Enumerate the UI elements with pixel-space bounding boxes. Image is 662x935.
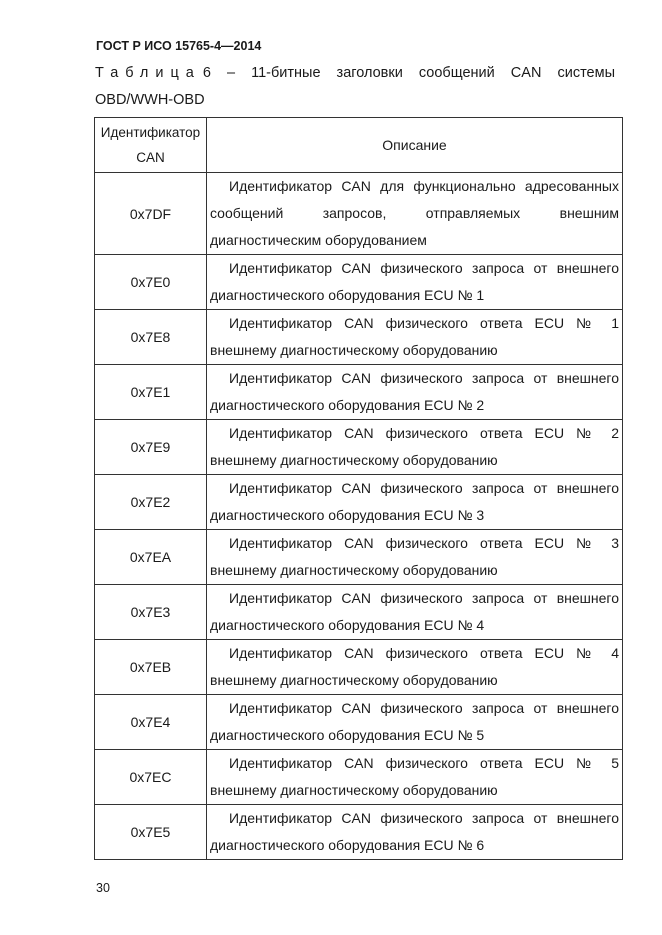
table-body xyxy=(95,173,623,860)
table-row xyxy=(95,640,623,695)
description-cell xyxy=(207,475,623,530)
table-row xyxy=(95,585,623,640)
description-cell xyxy=(207,420,623,475)
table-row xyxy=(95,475,623,530)
column-header-description: Описание xyxy=(207,118,623,173)
description-text: Идентификатор CAN физического ответа ECU № 3 внешнему диагностическому оборудованию xyxy=(210,535,619,578)
description-text: Идентификатор CAN физического запроса от внешнего диагностического оборудования ECU № 5 xyxy=(210,700,619,743)
table-row xyxy=(95,173,623,255)
can-id-cell: 0x7DF xyxy=(95,173,207,255)
table-row xyxy=(95,695,623,750)
description-text: Идентификатор CAN физического запроса от внешнего диагностического оборудования ECU № 6 xyxy=(210,810,619,853)
caption-title: 6 – 11-битные заголовки сообщений CAN системы xyxy=(202,65,615,81)
can-id-cell: 0x7E2 xyxy=(95,475,207,530)
table-row xyxy=(95,530,623,585)
description-text: Идентификатор CAN для функционально адресованных сообщений запросов, отправляемых внешним диагностическим оборудованием xyxy=(210,178,619,248)
table-row xyxy=(95,805,623,860)
caption-continuation: OBD/WWH-OBD xyxy=(95,92,205,108)
table-row xyxy=(95,420,623,475)
can-id-cell: 0x7E5 xyxy=(95,805,207,860)
can-id-cell: 0x7E8 xyxy=(95,310,207,365)
table-row xyxy=(95,750,623,805)
description-cell xyxy=(207,365,623,420)
can-id-cell: 0x7EB xyxy=(95,640,207,695)
description-text: Идентификатор CAN физического запроса от внешнего диагностического оборудования ECU № 4 xyxy=(210,590,619,633)
description-cell xyxy=(207,310,623,365)
description-text: Идентификатор CAN физического запроса от внешнего диагностического оборудования ECU № 2 xyxy=(210,370,619,413)
description-cell xyxy=(207,695,623,750)
description-cell xyxy=(207,805,623,860)
caption-label: Таблица xyxy=(95,65,201,81)
description-cell xyxy=(207,173,623,255)
page-number: 30 xyxy=(96,881,110,895)
description-cell xyxy=(207,530,623,585)
description-text: Идентификатор CAN физического ответа ECU № 5 внешнему диагностическому оборудованию xyxy=(210,755,619,798)
can-id-cell: 0x7E1 xyxy=(95,365,207,420)
description-text: Идентификатор CAN физического запроса от внешнего диагностического оборудования ECU № 1 xyxy=(210,260,619,303)
description-cell xyxy=(207,640,623,695)
can-id-cell: 0x7E3 xyxy=(95,585,207,640)
description-cell xyxy=(207,255,623,310)
table-caption xyxy=(95,60,615,114)
table-row xyxy=(95,365,623,420)
table-row xyxy=(95,255,623,310)
description-text: Идентификатор CAN физического ответа ECU № 1 внешнему диагностическому оборудованию xyxy=(210,315,619,358)
description-text: Идентификатор CAN физического ответа ECU № 2 внешнему диагностическому оборудованию xyxy=(210,425,619,468)
description-cell xyxy=(207,750,623,805)
can-id-cell: 0x7E9 xyxy=(95,420,207,475)
can-id-cell: 0x7EC xyxy=(95,750,207,805)
can-id-cell: 0x7E0 xyxy=(95,255,207,310)
can-id-cell: 0x7EA xyxy=(95,530,207,585)
description-cell xyxy=(207,585,623,640)
column-header-can-id: Идентификатор CAN xyxy=(95,118,207,173)
description-text: Идентификатор CAN физического ответа ECU № 4 внешнему диагностическому оборудованию xyxy=(210,645,619,688)
table-row xyxy=(95,310,623,365)
standard-code: ГОСТ Р ИСО 15765-4—2014 xyxy=(96,39,262,53)
can-id-table xyxy=(94,117,623,860)
description-text: Идентификатор CAN физического запроса от внешнего диагностического оборудования ECU № 3 xyxy=(210,480,619,523)
can-id-cell: 0x7E4 xyxy=(95,695,207,750)
